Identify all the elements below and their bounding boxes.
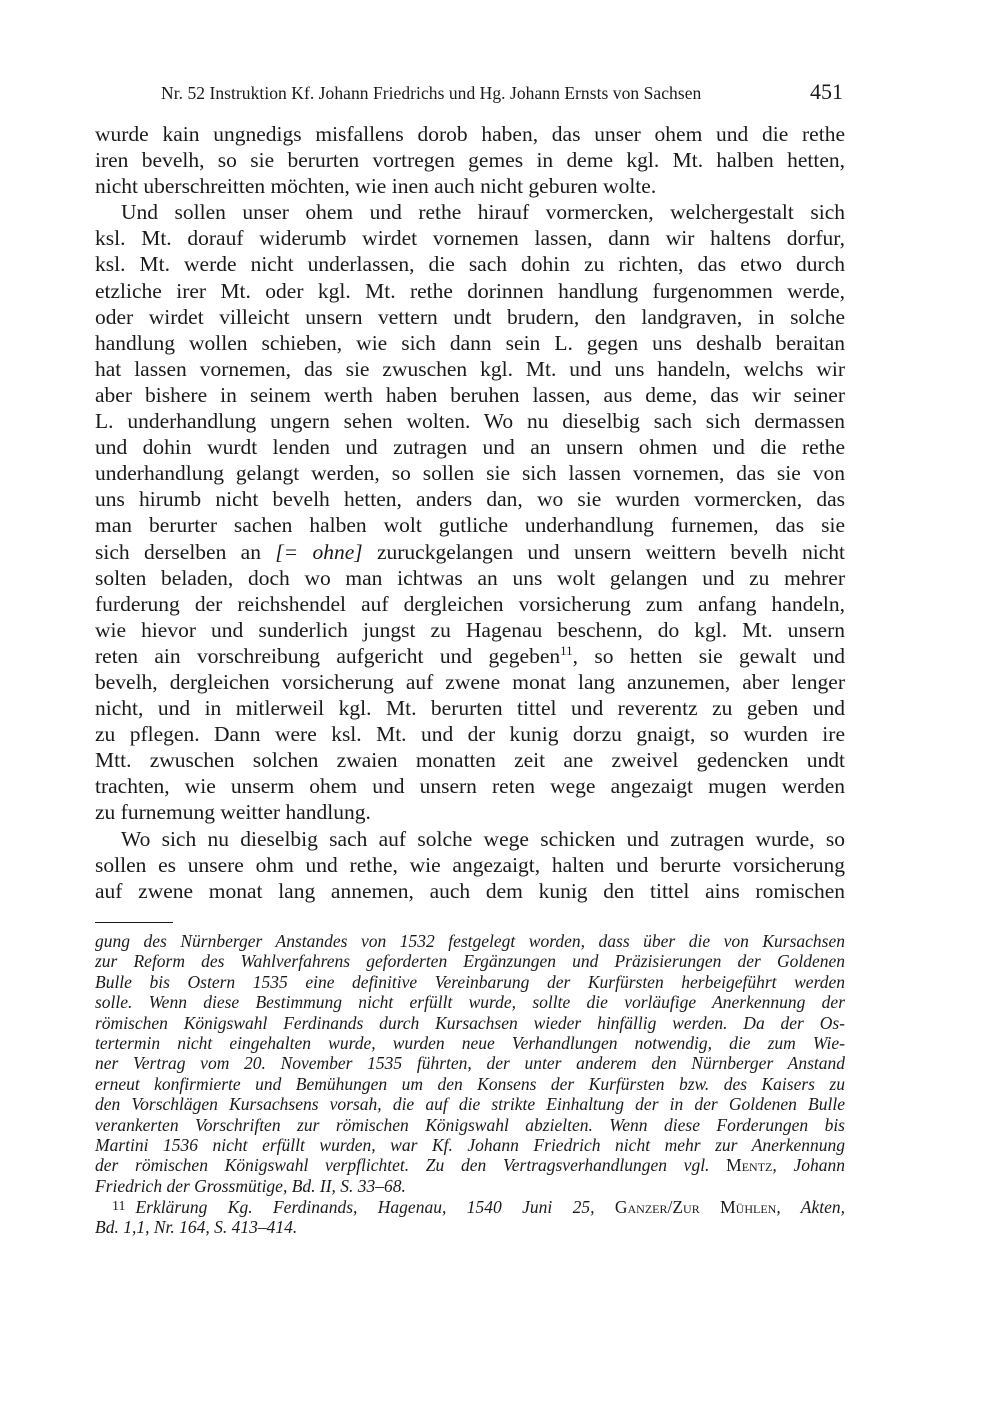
text-line	[95, 539, 845, 565]
footnote-segment: der römischen Königswahl verpflichtet. Zu den Vertragsverhandlungen vgl.	[95, 1155, 710, 1176]
footnote-line	[95, 1155, 845, 1175]
text-line: bevelh, dergleichen vorsicherung auf zwene monat lang anzunemen, aber lenger	[95, 669, 845, 694]
footnote-line: Martini 1536 nicht erfüllt wurden, war Kf. Johann Friedrich nicht mehr zur Anerkennung	[95, 1134, 845, 1155]
text-line: L. underhandlung ungern sehen wolten. Wo nu dieselbig sach sich dermassen	[95, 409, 845, 434]
text-line: sollen es unsere ohm und rethe, wie angezaigt, halten und berurte vorsicherung	[95, 852, 845, 877]
main-text	[95, 121, 845, 904]
text-line: ksl. Mt. werde nicht underlassen, die sach dohin zu richten, das etwo durch	[95, 252, 845, 277]
footnote-segment: Erklärung Kg. Ferdinands, Hagenau, 1540 Juni 25,	[135, 1197, 595, 1218]
text-segment: reten ain vorschreibung aufgericht und gegeben	[95, 643, 561, 668]
footnote-line: den Vorschlägen Kursachsens vorsah, die auf die strikte Einhaltung der in der Goldenen Bulle	[95, 1094, 845, 1115]
author-name: Mentz	[726, 1155, 773, 1176]
text-line: uns hirumb nicht bevelh hetten, anders dan, wo sie wurden vormercken, das	[95, 487, 845, 512]
text-line: handlung wollen schieben, wie sich dann sein L. gegen uns deshalb beraitan	[95, 330, 845, 355]
footnote-line: Bd. 1,1, Nr. 164, S. 413–414.	[95, 1217, 298, 1238]
footnote-line: tertermin nicht eingehalten wurde, wurden neue Verhandlungen notwendig, die zum Wie-	[95, 1032, 845, 1053]
footnote-line: erneut konfirmierte und Bemühungen um den Konsens der Kurfürsten bzw. des Kaisers zu	[95, 1073, 845, 1094]
text-line	[95, 643, 845, 669]
text-line: und dohin wurdt lenden und zutragen und an unsern ohmen und die rethe	[95, 435, 845, 460]
running-title: Nr. 52 Instruktion Kf. Johann Friedrichs und Hg. Johann Ernsts von Sachsen	[161, 83, 702, 103]
footnotes	[95, 931, 845, 1238]
page-number: 451	[810, 79, 843, 104]
footnote-line: solle. Wenn diese Bestimmung nicht erfüllt wurde, sollte die vorläufige Anerkennung der	[95, 992, 845, 1013]
text-line: aber bishere in seinem werth haben beruhen lassen, aus deme, das wir seiner	[95, 382, 845, 407]
footnote-line	[95, 1197, 845, 1217]
text-line: wie hievor und sunderlich jungst zu Hagenau beschenn, do kgl. Mt. unsern	[95, 617, 845, 642]
text-line: zu furnemung weitter handlung.	[95, 800, 371, 825]
footnote-separator	[95, 922, 173, 923]
text-segment: zuruckgelangen und unsern weittern bevelh nicht	[376, 539, 845, 564]
footnote-line: verankerten Vorschriften zur römischen Königswahl abzielten. Wenn diese Forderungen bis	[95, 1114, 845, 1135]
text-line: ksl. Mt. dorauf widerumb wirdet vornemen lassen, dann wir haltens dorfur,	[95, 226, 845, 251]
footnote-line: Bulle bis Ostern 1535 eine definitive Vereinbarung der Kurfürsten herbeigeführt werden	[95, 971, 845, 992]
footnote-line: ner Vertrag vom 20. November 1535 führten, der unter anderem den Nürnberger Anstand	[95, 1053, 845, 1074]
editorial-gloss: [= ohne]	[275, 539, 363, 564]
text-line: hat lassen vornemen, das sie zwuschen kgl. Mt. und uns handeln, welchs wir	[95, 356, 845, 381]
running-head	[95, 79, 845, 108]
footnote-segment: , Akten,	[776, 1197, 845, 1218]
text-line: iren bevelh, so sie berurten vortregen gemes in deme kgl. Mt. halben hetten,	[95, 148, 845, 173]
text-line: Und sollen unser ohem und rethe hirauf vormercken, welchergestalt sich	[121, 200, 845, 225]
footnote-line: zur Reform des Wahlverfahrens geforderten Ergänzungen und Präzisierungen der Goldenen	[95, 951, 845, 972]
text-line: auf zwene monat lang annemen, auch dem kunig den tittel ains romischen	[95, 878, 845, 903]
text-line: nicht uberschreitten möchten, wie inen auch nicht geburen wolte.	[95, 174, 657, 199]
footnote-segment: , Johann	[772, 1155, 845, 1176]
text-line: trachten, wie unserm ohem und unsern reten wege angezaigt mugen werden	[95, 774, 845, 799]
text-line: underhandlung gelangt werden, so sollen sie sich lassen vornemen, das sie von	[95, 461, 845, 486]
text-line: Mtt. zwuschen solchen zwaien monatten zeit ane zweivel gedencken undt	[95, 748, 845, 773]
text-line: man berurter sachen halben wolt gutliche underhandlung furnemen, das sie	[95, 513, 845, 538]
text-line: nicht, und in mitlerweil kgl. Mt. berurten tittel und reverentz zu geben und	[95, 696, 845, 721]
text-line: oder wirdet villeicht unsern vettern undt brudern, den landgraven, in solche	[95, 304, 845, 329]
footnote-line: gung des Nürnberger Anstandes von 1532 festgelegt worden, dass über die von Kursachsen	[95, 931, 845, 951]
text-segment: sich derselben an	[95, 539, 261, 564]
author-name: Ganzer/Zur Mühlen	[614, 1197, 777, 1218]
text-line: etzliche irer Mt. oder kgl. Mt. rethe dorinnen handlung furgenommen werde,	[95, 278, 845, 303]
text-line: zu pflegen. Dann were ksl. Mt. und der kunig dorzu gnaigt, so wurden ire	[95, 722, 845, 747]
text-segment: , so hetten sie gewalt und	[572, 643, 845, 668]
footnote-line: römischen Königswahl Ferdinands durch Kursachsen wieder hinfällig werden. Da der Os-	[95, 1012, 845, 1033]
text-line: wurde kain ungnedigs misfallens dorob haben, das unser ohem und die rethe	[95, 122, 845, 146]
text-line: solten beladen, doch wo man ichtwas an uns wolt gelangen und zu mehrer	[95, 565, 845, 590]
footnote-number: 11	[112, 1199, 126, 1215]
text-line: Wo sich nu dieselbig sach auf solche wege schicken und zutragen wurde, so	[121, 826, 845, 851]
footnote-reference: 11	[560, 642, 573, 658]
footnote-line: Friedrich der Grossmütige, Bd. II, S. 33–68.	[95, 1175, 406, 1196]
text-line: furderung der reichshendel auf dergleichen vorsicherung zum anfang handeln,	[95, 591, 845, 616]
